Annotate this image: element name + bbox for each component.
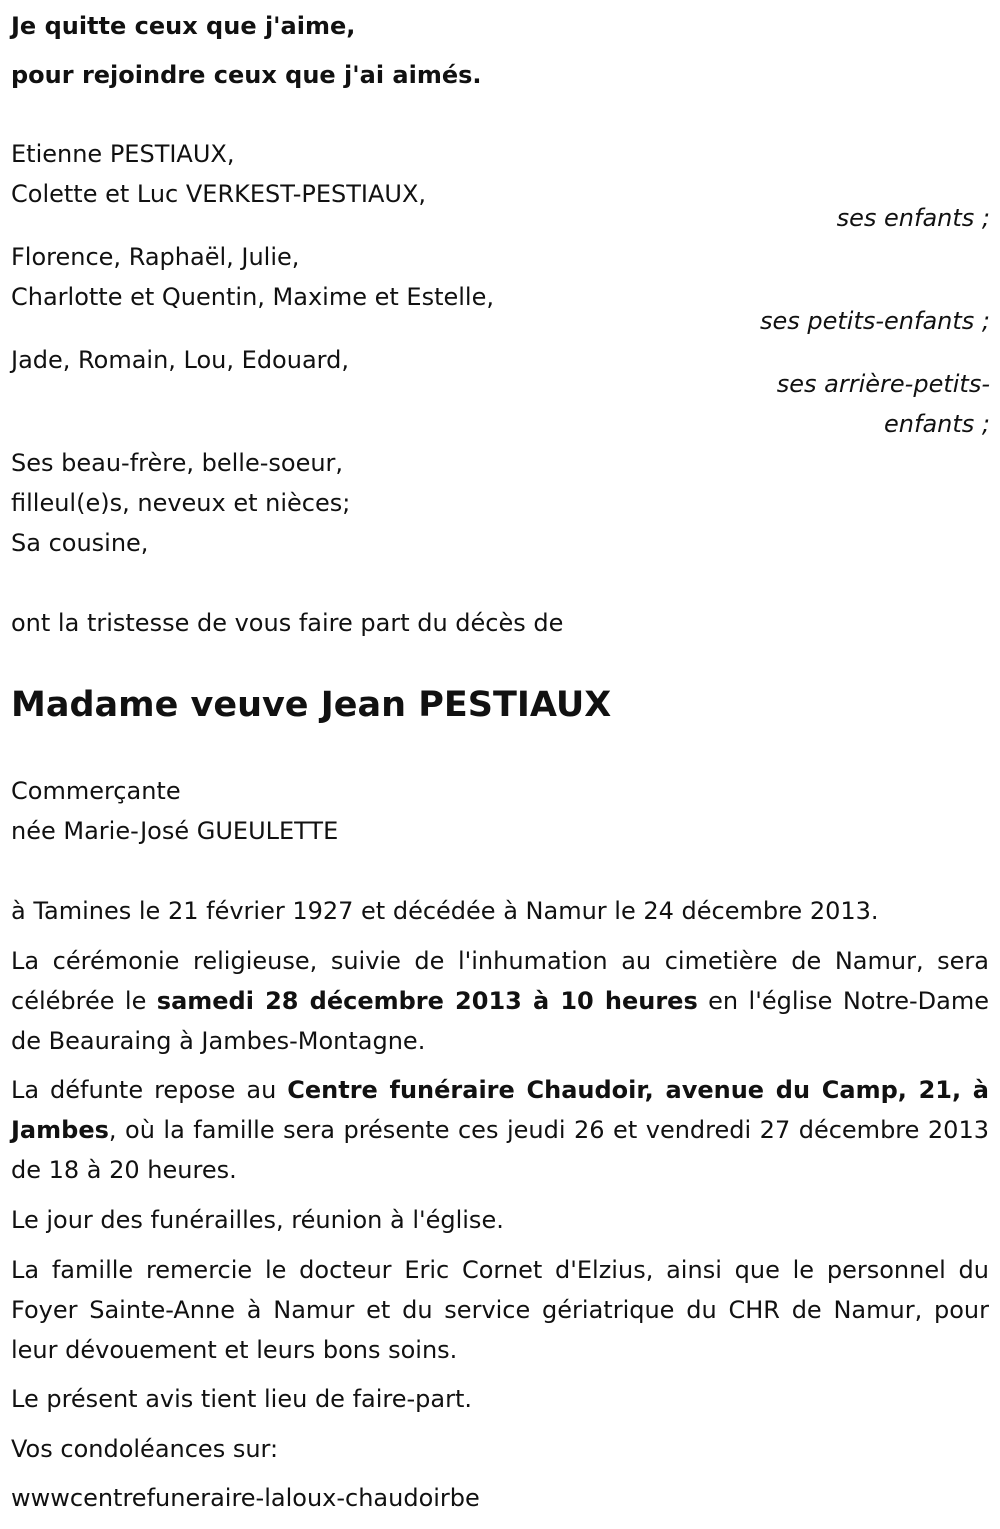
notice-text: Le présent avis tient lieu de faire-part. — [11, 1385, 473, 1413]
grandchildren-line-1: Florence, Raphaël, Julie, — [11, 243, 300, 271]
children-line-1: Etienne PESTIAUX, — [11, 140, 235, 168]
relatives-line-3: Sa cousine, — [11, 529, 149, 557]
ceremony-location: en l'église Notre-Dame de Beauraing à Jambes-Montagne. — [11, 987, 989, 1055]
children-line-2: Colette et Luc VERKEST-PESTIAUX, — [11, 180, 427, 208]
epigraph-line-1: Je quitte ceux que j'aime, — [11, 12, 356, 40]
children-role: ses enfants ; — [836, 204, 990, 232]
great-grandchildren-role-line-2: enfants ; — [884, 410, 990, 438]
meeting-text: Le jour des funérailles, réunion à l'église. — [11, 1206, 504, 1234]
repose-text: La défunte repose au — [11, 1076, 288, 1104]
grandchildren-role: ses petits-enfants ; — [759, 307, 990, 335]
great-grandchildren-line-1: Jade, Romain, Lou, Edouard, — [11, 346, 349, 374]
deceased-occupation: Commerçante — [11, 777, 181, 805]
visiting-hours: , où la famille sera présente ces jeudi 26 et vendredi 27 décembre 2013 de 18 à 20 heures. — [11, 1116, 989, 1184]
relatives-line-2: filleul(e)s, neveux et nièces; — [11, 489, 351, 517]
announcement-text: ont la tristesse de vous faire part du décès de — [11, 609, 564, 637]
ceremony-text: La cérémonie religieuse, suivie de l'inhumation au cimetière de Namur, sera célébrée le — [11, 947, 989, 1015]
ceremony-paragraph — [11, 941, 989, 1061]
thanks-paragraph: La famille remercie le docteur Eric Cornet d'Elzius, ainsi que le personnel du Foyer Sainte-Anne à Namur et du service gériatrique du CHR de Namur, pour leur dévouement et leurs bons soins. — [11, 1256, 989, 1364]
deceased-name: Madame veuve Jean PESTIAUX — [11, 685, 612, 725]
grandchildren-line-2: Charlotte et Quentin, Maxime et Estelle, — [11, 283, 494, 311]
ceremony-date: samedi 28 décembre 2013 à 10 heures — [156, 987, 698, 1015]
relatives-line-1: Ses beau-frère, belle-soeur, — [11, 449, 344, 477]
epigraph-line-2: pour rejoindre ceux que j'ai aimés. — [11, 61, 482, 89]
birth-death-text: à Tamines le 21 février 1927 et décédée à Namur le 24 décembre 2013. — [11, 897, 879, 925]
deceased-birth-name: née Marie-José GUEULETTE — [11, 817, 339, 845]
repose-paragraph — [11, 1070, 989, 1190]
condolences-label: Vos condoléances sur: — [11, 1435, 279, 1463]
great-grandchildren-role-line-1: ses arrière-petits- — [776, 370, 990, 398]
funeral-center-address: Centre funéraire Chaudoir, avenue du Camp, 21, à Jambes — [11, 1076, 989, 1144]
condolences-website[interactable]: wwwcentrefuneraire-laloux-chaudoirbe — [11, 1484, 480, 1512]
